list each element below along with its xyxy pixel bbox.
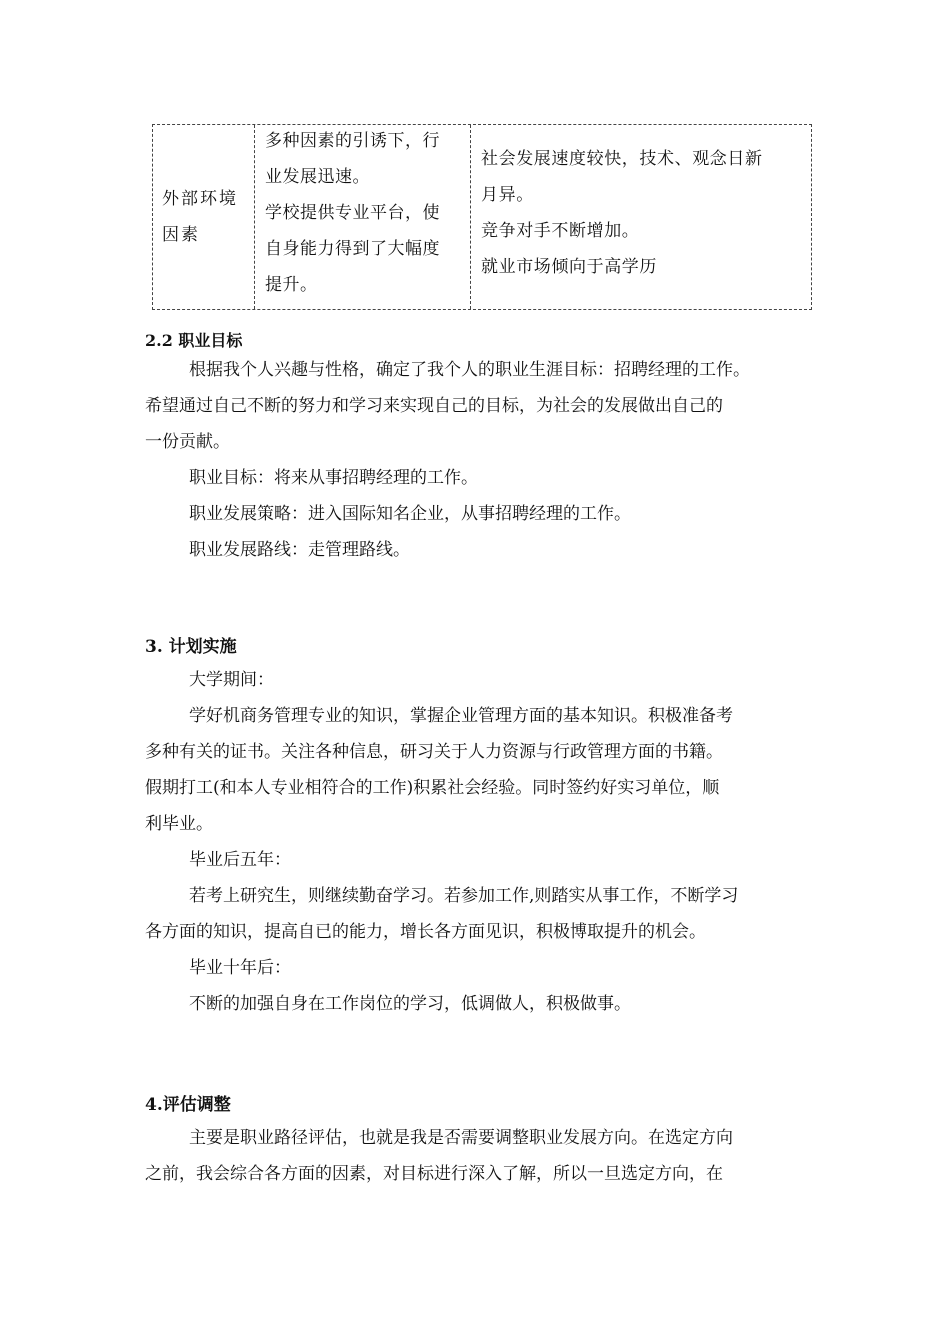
career-route-line: 职业发展路线：走管理路线。 [189, 540, 410, 560]
paragraph-line: 若考上研究生，则继续勤奋学习。若参加工作,则踏实从事工作，不断学习 [189, 886, 739, 906]
paragraph-evaluation [145, 1120, 825, 1192]
table-cell-category [153, 125, 255, 309]
paragraph-plan [145, 662, 825, 1022]
cell-line: 社会发展速度较快，技术、观念日新 [481, 149, 763, 169]
cell-line: 竞争对手不断增加。 [481, 221, 640, 241]
paragraph-line: 各方面的知识，提高自已的能力，增长各方面见识，积极博取提升的机会。 [145, 922, 706, 942]
table-cell-threats [471, 125, 811, 309]
paragraph-line: 主要是职业路径评估，也就是我是否需要调整职业发展方向。在选定方向 [189, 1128, 733, 1148]
section-heading-evaluation: 4.评估调整 [145, 1095, 231, 1115]
five-years-title: 毕业后五年： [189, 850, 291, 870]
table-cell-opportunities [255, 125, 471, 309]
paragraph-career-goal [145, 352, 825, 568]
cell-line: 多种因素的引诱下，行 [265, 131, 440, 151]
section-heading-plan: 3. 计划实施 [145, 637, 237, 657]
cell-line: 外部环境 [162, 189, 238, 209]
cell-line: 业发展迅速。 [265, 167, 370, 187]
ten-years-title: 毕业十年后： [189, 958, 291, 978]
cell-line: 自身能力得到了大幅度 [265, 239, 440, 259]
paragraph-line: 假期打工(和本人专业相符合的工作)积累社会经验。同时签约好实习单位，顺 [145, 778, 720, 798]
external-environment-table [152, 124, 812, 310]
cell-line: 提升。 [265, 275, 318, 295]
career-goal-line: 职业目标：将来从事招聘经理的工作。 [189, 468, 478, 488]
cell-line: 学校提供专业平台，使 [265, 203, 440, 223]
cell-line: 因素 [162, 225, 200, 245]
career-strategy-line: 职业发展策略：进入国际知名企业，从事招聘经理的工作。 [189, 504, 631, 524]
paragraph-line: 希望通过自己不断的努力和学习来实现自己的目标，为社会的发展做出自己的 [145, 396, 723, 416]
paragraph-line: 之前，我会综合各方面的因素，对目标进行深入了解，所以一旦选定方向，在 [145, 1164, 723, 1184]
paragraph-line: 一份贡献。 [145, 432, 230, 452]
cell-line: 月异。 [481, 185, 534, 205]
paragraph-line: 多种有关的证书。关注各种信息，研习关于人力资源与行政管理方面的书籍。 [145, 742, 723, 762]
cell-line: 就业市场倾向于高学历 [481, 257, 657, 277]
paragraph-line: 根据我个人兴趣与性格，确定了我个人的职业生涯目标：招聘经理的工作。 [189, 360, 750, 380]
university-title: 大学期间： [189, 670, 274, 690]
paragraph-line: 不断的加强自身在工作岗位的学习，低调做人，积极做事。 [189, 994, 631, 1014]
paragraph-line: 学好机商务管理专业的知识，掌握企业管理方面的基本知识。积极准备考 [189, 706, 733, 726]
section-heading-career-goal: 2.2 职业目标 [145, 331, 243, 350]
paragraph-line: 利毕业。 [145, 814, 213, 834]
